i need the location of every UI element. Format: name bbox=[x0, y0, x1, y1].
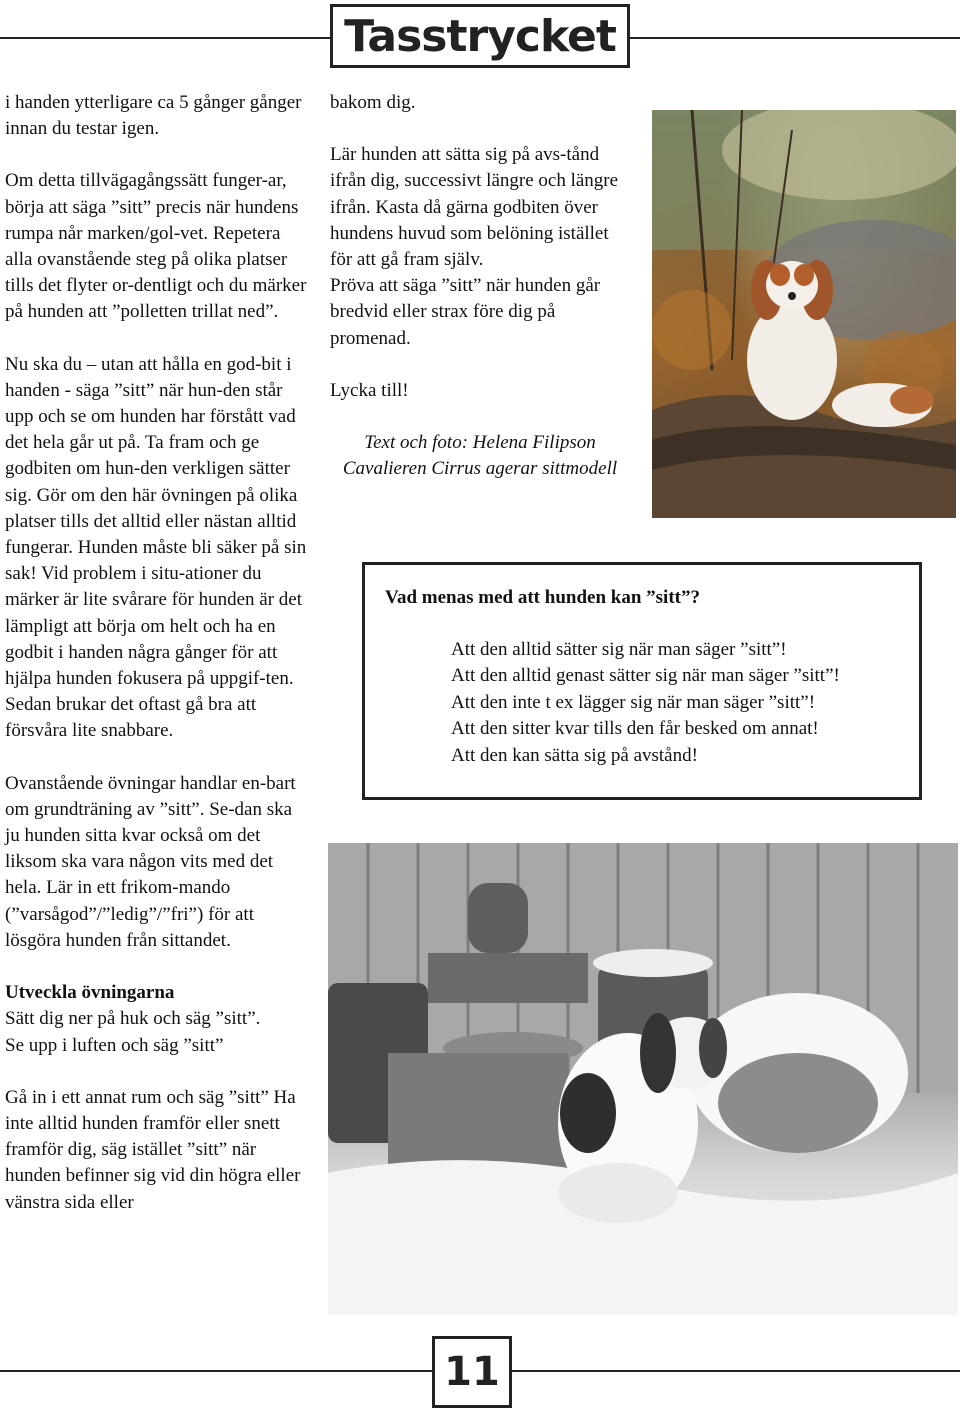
paragraph-2: Om detta tillvägagångssätt funger-ar, börja att säga ”sitt” precis när hundens rumpa når marken/gol-vet. Repetera alla ovanstående steg på olika platser tills det flyter or-dentligt och du märker på hunden att ”polletten trillat ned”. bbox=[5, 170, 307, 323]
paragraph-1: i handen ytterligare ca 5 gånger gånger innan du testar igen. bbox=[5, 92, 302, 140]
left-column bbox=[5, 90, 307, 1242]
info-box-title: Vad menas med att hunden kan ”sitt”? bbox=[385, 587, 700, 608]
mid-paragraph-2: Lär hunden att sätta sig på avs-tånd ifrån dig, successivt längre och längre ifrån. Kasta då gärna godbiten över hundens huvud som belöning istället för att gå fram själv. bbox=[330, 144, 619, 271]
dog-on-log-photo bbox=[652, 110, 956, 518]
header-rule-right bbox=[630, 37, 960, 39]
section-line-1: Sätt dig ner på huk och säg ”sitt”. bbox=[5, 1008, 261, 1030]
page-number-box bbox=[432, 1336, 512, 1408]
info-box-item: Att den alltid sätter sig när man säger ”sitt”! bbox=[451, 639, 787, 660]
info-box bbox=[362, 562, 922, 800]
info-box-item: Att den kan sätta sig på avstånd! bbox=[451, 744, 698, 766]
dog-in-snow-photo bbox=[328, 843, 958, 1315]
mid-paragraph-1: bakom dig. bbox=[330, 92, 416, 113]
middle-column bbox=[330, 90, 630, 482]
page-number: 11 bbox=[444, 1349, 500, 1395]
photo-credit-line-2: Cavalieren Cirrus agerar sittmodell bbox=[342, 458, 618, 480]
mid-paragraph-3: Pröva att säga ”sitt” när hunden går bredvid eller strax före dig på promenad. bbox=[330, 275, 601, 349]
photo-credit-line-1: Text och foto: Helena Filipson bbox=[364, 432, 596, 454]
section-heading: Utveckla övningarna bbox=[5, 982, 175, 1004]
paragraph-5: Gå in i ett annat rum och säg ”sitt” Ha inte alltid hunden framför eller snett framför dig, säg istället ”sitt” när hunden befinner sig vid din högra eller vänstra sida eller bbox=[5, 1086, 301, 1213]
dog-in-snow-illustration bbox=[328, 843, 958, 1315]
footer-rule-right bbox=[512, 1370, 960, 1372]
magazine-logo bbox=[330, 4, 630, 68]
info-box-item: Att den alltid genast sätter sig när man säger ”sitt”! bbox=[451, 665, 840, 687]
info-box-list bbox=[451, 637, 840, 769]
info-box-item: Att den sitter kvar tills den får besked om annat! bbox=[451, 718, 819, 740]
footer-rule-left bbox=[0, 1370, 432, 1372]
section-line-2: Se upp i luften och säg ”sitt” bbox=[5, 1034, 224, 1056]
dog-on-log-illustration bbox=[652, 110, 956, 518]
magazine-title: Tasstrycket bbox=[344, 10, 616, 62]
header-rule-left bbox=[0, 37, 330, 39]
mid-paragraph-4: Lycka till! bbox=[330, 379, 409, 401]
info-box-item: Att den inte t ex lägger sig när man säger ”sitt”! bbox=[451, 691, 816, 713]
paragraph-4: Ovanstående övningar handlar en-bart om grundträning av ”sitt”. Se-dan ska ju hunden sitta kvar också om det liksom ska vara någon vits med det hela. Lär in ett frikom-mando (”varsågod”/”ledig”/”fri”) för att lösgöra hunden från sittandet. bbox=[5, 772, 296, 951]
paragraph-3: Nu ska du – utan att hålla en god-bit i handen - säga ”sitt” när hun-den står upp och se om hunden har förstått vad det hela går ut på. Ta fram och ge godbiten om hun-den verkligen sätter sig. Gör om den här övningen på olika platser tills det alltid eller nästan alltid fungerar. Hunden måste bli säker på sin sak! Vid problem i situ-ationer du märker är lite svårare för hunden är det lämpligt att börja om helt och ha en godbit i handen några gånger för att hjälpa hunden fokusera på uppgif-ten. Sedan brukar det oftast gå bra att försvåra lite snabbare. bbox=[5, 353, 307, 742]
